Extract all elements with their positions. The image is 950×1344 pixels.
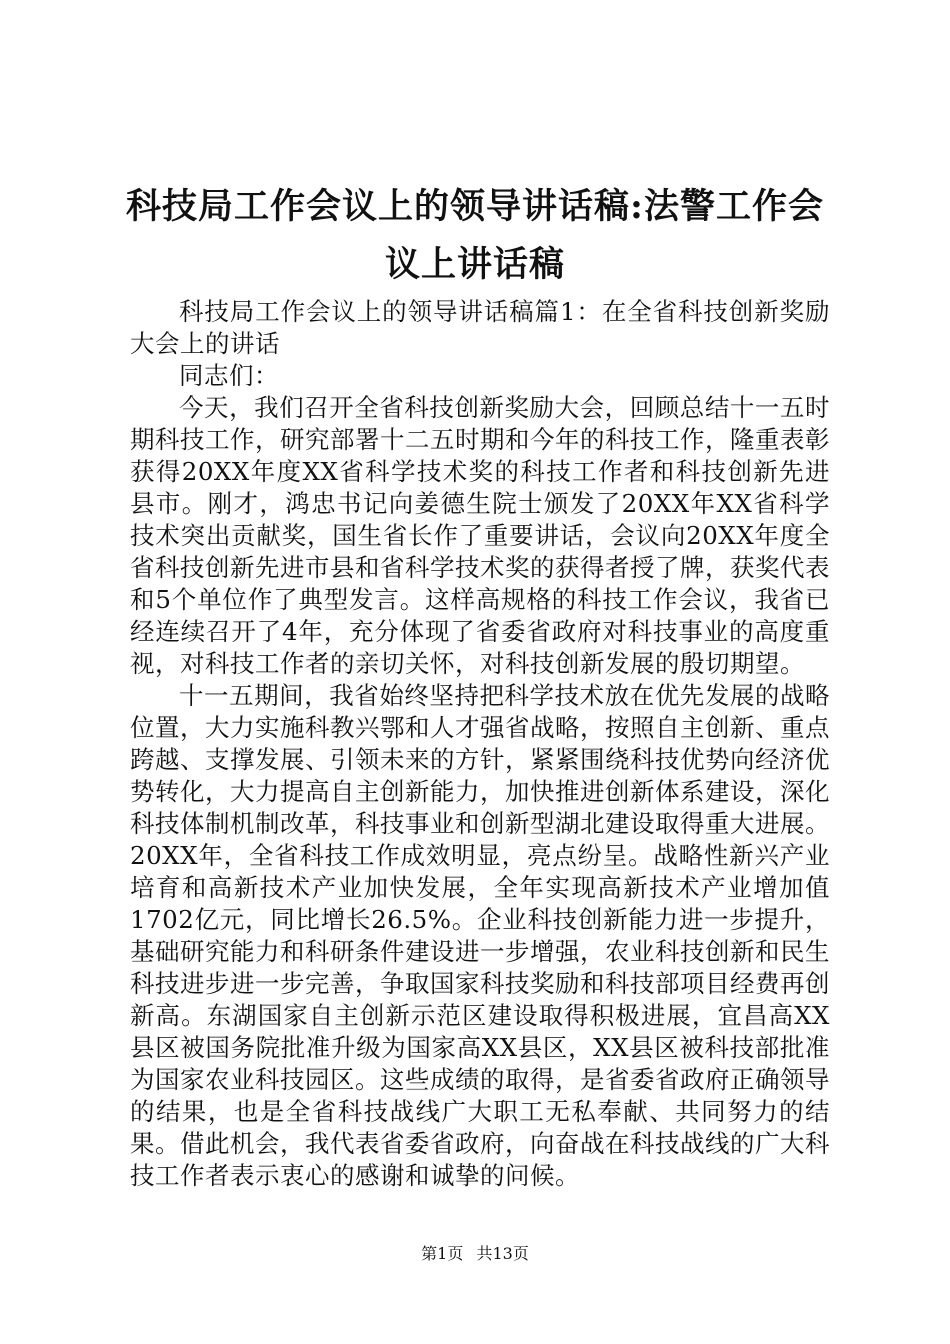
page-footer	[0, 1243, 950, 1265]
body-paragraph: 十一五期间，我省始终坚持把科学技术放在优先发展的战略位置，大力实施科教兴鄂和人才强省战略，按照自主创新、重点跨越、支撑发展、引领未来的方针，紧紧围绕科技优势向经济优势转化，大力提高自主创新能力，加快推进创新体系建设，深化科技体制机制改革，科技事业和创新型湖北建设取得重大进展。20XX年，全省科技工作成效明显，亮点纷呈。战略性新兴产业培育和高新技术产业加快发展，全年实现高新技术产业增加值1702亿元，同比增长26.5%。企业科技创新能力进一步提升，基础研究能力和科研条件建设进一步增强，农业科技创新和民生科技进步进一步完善，争取国家科技奖励和科技部项目经费再创新高。东湖国家自主创新示范区建设取得积极进展，宜昌高XX县区被国务院批准升级为国家高XX县区，XX县区被科技部批准为国家农业科技园区。这些成绩的取得，是省委省政府正确领导的结果，也是全省科技战线广大职工无私奉献、共同努力的结果。借此机会，我代表省委省政府，向奋战在科技战线的广大科技工作者表示衷心的感谢和诚挚的问候。	[130, 681, 830, 1190]
page-number: 第1页	[421, 1244, 464, 1263]
document-title: 科技局工作会议上的领导讲话稿:法警工作会议上讲话稿	[126, 186, 824, 285]
document-body	[130, 296, 830, 1192]
page-total: 共13页	[476, 1244, 529, 1263]
body-paragraph: 今天，我们召开全省科技创新奖励大会，回顾总结十一五时期科技工作，研究部署十二五时期和今年的科技工作，隆重表彰获得20XX年度XX省科学技术奖的科技工作者和科技创新先进县市。刚才，鸿忠书记向姜德生院士颁发了20XX年XX省科学技术突出贡献奖，国生省长作了重要讲话，会议向20XX年度全省科技创新先进市县和省科学技术奖的获得者授了牌，获奖代表和5个单位作了典型发言。这样高规格的科技工作会议，我省已经连续召开了4年，充分体现了省委省政府对科技事业的高度重视，对科技工作者的亲切关怀，对科技创新发展的殷切期望。	[130, 393, 830, 678]
section-heading: 科技局工作会议上的领导讲话稿篇1：在全省科技创新奖励大会上的讲话	[130, 297, 830, 358]
salutation: 同志们：	[179, 361, 279, 390]
